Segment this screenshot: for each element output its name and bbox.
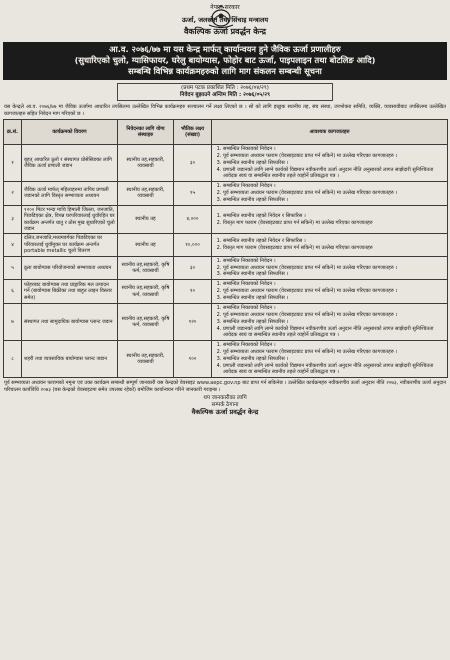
table-row: [4, 205, 448, 234]
document-item: 2. पूर्व सम्भाव्यता अध्ययन फाराम (वेवसाइटबाट प्राप्त गर्न सकिने) मा उल्लेख गरिएका कागजातहरु ।: [223, 265, 445, 271]
document-item: 2. पूर्व सम्भाव्यता अध्ययन फाराम (वेवसाइटबाट प्राप्त गर्न सकिने) मा उल्लेख गरिएका कागजातहरु ।: [223, 288, 445, 294]
eligible-organizations: स्थानीय तह: [118, 205, 174, 234]
document-item: 4. प्रणाली जडानको लागि लाग्ने कार्यको विद्यमान नवीकरणीय ऊर्जा अनुदान नीति अनुसारको लागत साझेदारी सुनिश्चितता आवेदक स्वयं वा सम्बन्धित स्थानीय तहले व्यहोर्ने प्रतिबद्धता पत्र ।: [223, 167, 445, 180]
required-documents: [212, 280, 448, 304]
document-item: 3. सम्बन्धित स्थानीय तहको सिफारिस ।: [223, 271, 445, 277]
required-documents: [212, 341, 448, 378]
physical-target: १००: [174, 341, 212, 378]
table-header-row: [4, 120, 448, 145]
document-item: 4. प्रणाली जडानको लागि लाग्ने कार्यको विद्यमान नवीकरणीय ऊर्जा अनुदान नीति अनुसारको लागत साझेदारी सुनिश्चितता आवेदक स्वयं वा सम्बन्धित स्थानीय तहले व्यहोर्ने प्रतिबद्धता पत्र ।: [223, 326, 445, 339]
program-description: बृहत् आधारित ठूलो र संस्थागत प्रोसेसिङका लागि जैविक ऊर्जा प्रणाली जडान: [22, 145, 118, 182]
document-item: 3. सम्बन्धित स्थानीय तहको सिफारिस ।: [223, 160, 445, 166]
table-row: [4, 341, 448, 378]
eligible-organizations: स्थानीय तह,सहकारी, कृषि फर्म, व्यवसायी: [118, 256, 174, 280]
title-line-3: सम्बन्धि विभिन्न कार्यक्रमहरुको लागि माग संकलन सम्बन्धी सूचना: [128, 66, 322, 76]
physical-target: ४,०००: [174, 205, 212, 234]
document-item: 3. सम्बन्धित स्थानीय तहको सिफारिस ।: [223, 197, 445, 203]
physical-target: १०,०००: [174, 234, 212, 256]
footer-note: पूर्व सम्भाव्यता अध्ययन फारामको नमूना एवं उक्त कार्यक्रम सम्बन्धी सम्पूर्ण जानकारी यस केन्द्रको वेवसाइट www.aepc.gov.np बाट प्राप्त गर्न सकिनेछ । उल्लेखित कार्यक्रमहरु नवीकरणीय ऊर्जा अनुदान नीति २०७३, नवीकरणीय ऊर्जा अनुदान परिचालन कार्यविधि २०७३ (यस केन्द्रको वेवसाइटमा समेत उपलब्ध रहेको) बमोजिम कार्यान्वयन गरिने जानकारी गराइन्छ ।: [4, 380, 446, 393]
row-number: ८: [4, 341, 22, 378]
row-number: ७: [4, 304, 22, 341]
document-item: 3. सम्बन्धित स्थानीय तहको सिफारिस ।: [223, 295, 445, 301]
program-table: [3, 119, 448, 378]
eligible-organizations: स्थानीय तह,सहकारी, कृषि फर्म, व्यवसायी: [118, 304, 174, 341]
title-line-1: आ.व. २०७६/७७ मा यस केन्द्र मार्फत् कार्यान्वयन हुने जैविक ऊर्जा प्रणालीहरु: [109, 44, 341, 54]
document-list: [214, 146, 445, 180]
row-number: २: [4, 182, 22, 206]
sign-line-3: वैकल्पिक ऊर्जा प्रवर्द्धन केन्द्र: [191, 408, 259, 417]
program-description: फोहरबाट बायोग्यास तथा प्राङ्गारिक मल उत्पादन गर्ने (बायोग्यास बिक्रीका तथा बाहुत लाइन विस्तार समेत): [22, 280, 118, 304]
published-date: (प्रथम पटक प्रकाशित मिति : २०७६/०४/२९): [181, 85, 269, 91]
intro-paragraph: यस केन्द्रले आ.व. २०७६/७७ मा जैविक ऊर्जामा आधारित तपसिलमा उल्लेखित विभिन्न कार्यक्रमहरु सञ्चालन गर्ने लक्ष्य लिएको छ । सो को लागि इच्छुक स्थानीय तह, संघ संस्था, उपभोक्ता समिति, व्यक्ति, व्यवसायीबाट तपसिलमा उल्लेखित कागजातहरु सहित निवेदन माग गरिएको छ ।: [4, 104, 446, 117]
document-list: [214, 342, 445, 376]
row-number: ६: [4, 280, 22, 304]
title-line-2: (सुधारिएको चुलो, ग्यासिफायर, घरेलु बायोग्यास, फोहोर बाट ऊर्जा, पाइपलाइन तथा बोटलिङ आदि): [74, 55, 376, 65]
document-item: 1. सम्बन्धित निकायको निवेदन ।: [223, 342, 445, 348]
header-program: कार्यक्रमको विवरण: [22, 120, 118, 145]
table-row: [4, 304, 448, 341]
sign-line-2: सम्पर्क ठेगाना: [211, 402, 239, 409]
eligible-organizations: स्थानीय तह: [118, 234, 174, 256]
sign-line-1: थप जानकारीका लागि: [203, 395, 247, 402]
required-documents: [212, 182, 448, 206]
eligible-organizations: स्थानीय तह,सहकारी, कृषि फर्म, व्यवसायी: [118, 280, 174, 304]
document-item: 4. प्रणाली जडानको लागि लाग्ने कार्यको विद्यमान नवीकरणीय ऊर्जा अनुदान नीति अनुसारको लागत साझेदारी सुनिश्चितता आवेदक स्वयं वा सम्बन्धित स्थानीय तहले व्यहोर्ने प्रतिबद्धता पत्र ।: [223, 363, 445, 376]
document-item: 3. सम्बन्धित स्थानीय तहको सिफारिस ।: [223, 356, 445, 362]
table-row: [4, 256, 448, 280]
header-sn: क्र.सं.: [4, 120, 22, 145]
table-row: [4, 234, 448, 256]
required-documents: [212, 304, 448, 341]
eligible-organizations: स्थानीय तह,सहकारी, व्यवसायी: [118, 341, 174, 378]
required-documents: [212, 145, 448, 182]
document-list: [214, 213, 445, 226]
header: [3, 2, 447, 40]
program-description: जैविक ऊर्जा मार्फत् महिलाहरुमा तापिय प्रणाली जडानको लागि विस्तृत सम्भाव्यता अध्ययन: [22, 182, 118, 206]
table-row: [4, 280, 448, 304]
document-item: 1. सम्बन्धित निकायको निवेदन ।: [223, 183, 445, 189]
document-item: 2. पूर्व सम्भाव्यता अध्ययन फाराम (वेवसाइटबाट प्राप्त गर्न सकिने) मा उल्लेख गरिएका कागजातहरु ।: [223, 153, 445, 159]
date-box: [117, 83, 333, 101]
eligible-organizations: स्थानीय तह,सहकारी, व्यवसायी: [118, 145, 174, 182]
document-list: [214, 305, 445, 339]
signature-block: [3, 395, 447, 416]
table-row: [4, 182, 448, 206]
header-target: भौतिक लक्ष्य (संख्या): [174, 120, 212, 145]
deadline-date: निवेदन बुझाउने अन्तिम मिति : २०७६/०५/२९: [180, 92, 270, 98]
document-item: 2. पूर्व सम्भाव्यता अध्ययन फाराम (वेवसाइटबाट प्राप्त गर्न सकिने) मा उल्लेख गरिएका कागजातहरु ।: [223, 349, 445, 355]
table-body: [4, 145, 448, 378]
table-row: [4, 145, 448, 182]
document-item: 2. विस्तृत माग फाराम (वेवसाइटबाट प्राप्त गर्न सकिने) मा उल्लेख गरिएका कागजातहरु: [223, 220, 445, 226]
document-list: [214, 281, 445, 301]
physical-target: ३०: [174, 256, 212, 280]
row-number: ३: [4, 205, 22, 234]
row-number: ४: [4, 234, 22, 256]
ministry-label: ऊर्जा, जलस्रोत तथा सिंचाइ मन्त्रालय: [181, 16, 269, 24]
notice-title: [3, 42, 447, 80]
row-number: १: [4, 145, 22, 182]
centre-label: वैकल्पिक ऊर्जा प्रवर्द्धन केन्द्र: [183, 27, 267, 36]
document-item: 1. सम्बन्धित निकायको निवेदन ।: [223, 146, 445, 152]
program-description: संस्थागत तथा सामुदायिक बायोग्यास प्लान्ट जडान: [22, 304, 118, 341]
document-item: 1. सम्बन्धित स्थानीय तहको निवेदन र सिफारिस ।: [223, 213, 445, 219]
header-org: निवेदनका लागि योग्य संस्थाहरु: [118, 120, 174, 145]
notice-page: [3, 2, 447, 658]
program-description: ठूला बायोग्यास परियोजनाको सम्भाव्यता अध्ययन: [22, 256, 118, 280]
document-item: 1. सम्बन्धित स्थानीय तहको निवेदन र सिफारिस ।: [223, 238, 445, 244]
physical-target: १२०: [174, 304, 212, 341]
physical-target: १५: [174, 182, 212, 206]
document-list: [214, 238, 445, 251]
physical-target: १०: [174, 280, 212, 304]
document-item: 1. सम्बन्धित निकायको निवेदन ।: [223, 281, 445, 287]
required-documents: [212, 256, 448, 280]
document-list: [214, 183, 445, 203]
document-item: 2. पूर्व सम्भाव्यता अध्ययन फाराम (वेवसाइटबाट प्राप्त गर्न सकिने) मा उल्लेख गरिएका कागजातहरु ।: [223, 190, 445, 196]
document-item: 1. सम्बन्धित निकायको निवेदन ।: [223, 305, 445, 311]
physical-target: ३०: [174, 145, 212, 182]
document-list: [214, 258, 445, 278]
government-label: नेपाल सरकार: [210, 4, 240, 11]
header-docs: आवश्यक कागजातहरु: [212, 120, 448, 145]
document-item: 3. सम्बन्धित स्थानीय तहको सिफारिस ।: [223, 319, 445, 325]
required-documents: [212, 205, 448, 234]
eligible-organizations: स्थानीय तह,सहकारी, व्यवसायी: [118, 182, 174, 206]
program-description: १२०० मिटर भन्दा माथि हिमाली जिल्ला, जनजाति, पिछडिएका क्षेत्र, विपन्न घरपरिवारलाई धुवाँरहित घर कार्यक्रम अन्तर्गत धातु र ठोस मुख सुधारिएको चुलो जडान: [22, 205, 118, 234]
program-description: शहरी तथा व्यवसायिक बायोग्यास प्लान्ट जडान: [22, 341, 118, 378]
document-item: 2. पूर्व सम्भाव्यता अध्ययन फाराम (वेवसाइटबाट प्राप्त गर्न सकिने) मा उल्लेख गरिएका कागजातहरु ।: [223, 312, 445, 318]
required-documents: [212, 234, 448, 256]
document-item: 2. विस्तृत माग फाराम (वेवसाइटबाट प्राप्त गर्न सकिने) मा उल्लेख गरिएका कागजातहरु: [223, 245, 445, 251]
row-number: ५: [4, 256, 22, 280]
document-item: 1. सम्बन्धित निकायको निवेदन ।: [223, 258, 445, 264]
program-description: दलित,जनजाति,मध्यमवर्गका पिछडिएका घर परिवारलाई धुवाँमुक्त घर कार्यक्रम अन्तर्गत portable metallic चुलो वितरण: [22, 234, 118, 256]
